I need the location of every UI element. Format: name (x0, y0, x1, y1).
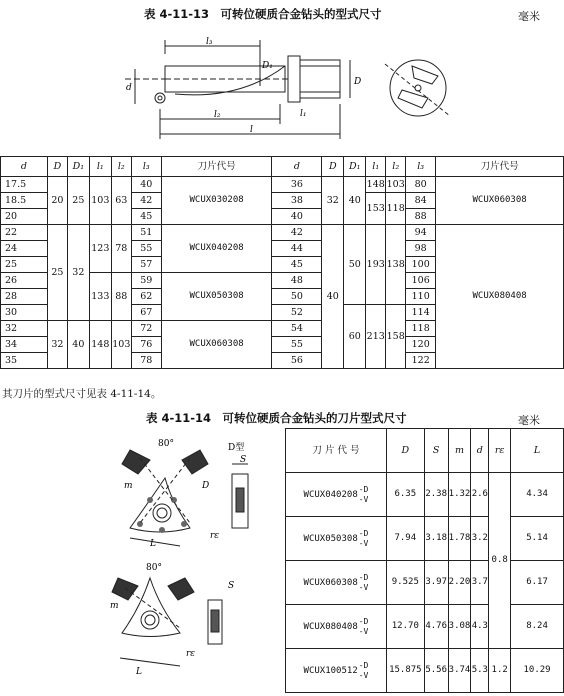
cell-S: 3.97 (424, 561, 448, 605)
cell-l3: 55 (131, 241, 161, 257)
cell-d: 18.5 (1, 193, 48, 209)
cell-l2: 138 (386, 225, 406, 305)
cell-l3: 42 (131, 193, 161, 209)
cell-l1: 193 (366, 225, 386, 305)
cell-L: 6.17 (511, 561, 564, 605)
header-l1: l₁ (89, 157, 111, 177)
cell-D1: 40 (67, 321, 89, 369)
cell-code: WCUX050308 (161, 273, 272, 321)
cell-d: 3.7 (471, 561, 489, 605)
cell-m: 1.78 (448, 517, 471, 561)
cell-D1: 50 (344, 225, 366, 305)
cell-l1: 153 (366, 193, 386, 225)
cell-l3: 98 (406, 241, 436, 257)
header-code: 刀片代号 (161, 157, 272, 177)
cell-d: 55 (272, 337, 322, 353)
cell-D1: 25 (67, 177, 89, 225)
dim-d: d (126, 83, 132, 93)
cell-d: 36 (272, 177, 322, 193)
cell-d: 2.6 (471, 473, 489, 517)
cell-D: 6.35 (386, 473, 424, 517)
cell-D: 40 (322, 225, 344, 369)
header-l1-right: l₁ (366, 157, 386, 177)
cell-code: WCUX080408 -D -V (286, 605, 387, 649)
cell-D: 32 (47, 321, 67, 369)
table-title-4-11-13: 表 4-11-13 可转位硬质合金钻头的型式尺寸 (144, 7, 382, 21)
cell-d: 32 (1, 321, 48, 337)
cell-d: 38 (272, 193, 322, 209)
cell-l3: 100 (406, 257, 436, 273)
cell-D: 15.875 (386, 649, 424, 693)
cell-l3: 72 (131, 321, 161, 337)
cell-code: WCUX100512 -D -V (286, 649, 387, 693)
header-d: d (1, 157, 48, 177)
cell-l2: 118 (386, 193, 406, 225)
dim-re: rε (210, 531, 220, 541)
cell-D: 12.70 (386, 605, 424, 649)
cell-code: WCUX050308 -D -V (286, 517, 387, 561)
cell-l1: 148 (366, 177, 386, 193)
header-code-right: 刀片代号 (436, 157, 564, 177)
cell-d: 56 (272, 353, 322, 369)
cell-l2: 63 (111, 177, 131, 225)
cell-code: WCUX060308 -D -V (286, 561, 387, 605)
cell-l3: 80 (406, 177, 436, 193)
cell-l1: 103 (89, 177, 111, 225)
cell-d: 20 (1, 209, 48, 225)
dim-L-lower: L (136, 667, 142, 677)
header-m: m (448, 429, 471, 473)
cell-d: 24 (1, 241, 48, 257)
dim-m: m (124, 481, 133, 491)
cell-d: 48 (272, 273, 322, 289)
header-l3-right: l₃ (406, 157, 436, 177)
dim-m-lower: m (110, 601, 119, 611)
cell-l3: 45 (131, 209, 161, 225)
dim-l: l (250, 125, 253, 135)
header-re: rε (489, 429, 511, 473)
cell-d: 17.5 (1, 177, 48, 193)
header-d: d (471, 429, 489, 473)
dim-D1: D₁ (262, 61, 273, 71)
dim-S: S (240, 455, 247, 465)
cell-l3: 122 (406, 353, 436, 369)
cell-D: 25 (47, 225, 67, 321)
header-D: D (47, 157, 67, 177)
cell-d: 4.3 (471, 605, 489, 649)
cell-code: WCUX040208 -D -V (286, 473, 387, 517)
cell-d: 45 (272, 257, 322, 273)
cell-l1: 123 (89, 225, 111, 273)
type-label-D: D型 (228, 443, 245, 453)
cell-d: 30 (1, 305, 48, 321)
insert-size-table (285, 428, 564, 693)
cell-l3: 67 (131, 305, 161, 321)
cell-l3: 59 (131, 273, 161, 289)
dim-l3: l₃ (206, 37, 213, 47)
cell-L: 5.14 (511, 517, 564, 561)
cell-l3: 110 (406, 289, 436, 305)
angle-80-upper: 80° (158, 439, 174, 449)
cell-d: 42 (272, 225, 322, 241)
cell-l3: 114 (406, 305, 436, 321)
header-D-right: D (322, 157, 344, 177)
unit-label: 毫米 (518, 414, 540, 427)
cell-m: 1.32 (448, 473, 471, 517)
cell-l2: 78 (111, 225, 131, 273)
cell-l3: 120 (406, 337, 436, 353)
header-l2: l₂ (111, 157, 131, 177)
cell-D1: 60 (344, 305, 366, 369)
header-D1-right: D₁ (344, 157, 366, 177)
cell-D1: 40 (344, 177, 366, 225)
cell-m: 3.74 (448, 649, 471, 693)
cell-d: 54 (272, 321, 322, 337)
cell-l3: 88 (406, 209, 436, 225)
cell-m: 2.20 (448, 561, 471, 605)
cell-d: 5.3 (471, 649, 489, 693)
cell-l1: 148 (89, 321, 111, 369)
dim-D: D (202, 481, 210, 491)
cell-L: 10.29 (511, 649, 564, 693)
dim-l2: l₂ (214, 110, 221, 120)
cell-code: WCUX080408 (436, 225, 564, 369)
cell-m: 3.08 (448, 605, 471, 649)
cell-l3: 94 (406, 225, 436, 241)
drill-drawing (0, 24, 564, 154)
cell-l1: 133 (89, 273, 111, 321)
dim-S-lower: S (228, 581, 235, 591)
cell-S: 3.18 (424, 517, 448, 561)
cell-d: 52 (272, 305, 322, 321)
header-D1: D₁ (67, 157, 89, 177)
cell-re: 1.2 (489, 649, 511, 693)
drill-size-table (0, 156, 564, 369)
cell-d: 3.2 (471, 517, 489, 561)
cell-L: 4.34 (511, 473, 564, 517)
cell-code: WCUX060308 (436, 177, 564, 225)
cell-d: 35 (1, 353, 48, 369)
dim-D: D (354, 77, 362, 87)
cell-d: 28 (1, 289, 48, 305)
cell-d: 40 (272, 209, 322, 225)
dim-re-lower: rε (186, 649, 196, 659)
cell-d: 34 (1, 337, 48, 353)
cell-D: 20 (47, 177, 67, 225)
cell-l3: 62 (131, 289, 161, 305)
cell-S: 4.76 (424, 605, 448, 649)
cell-l2: 103 (111, 321, 131, 369)
cell-d: 25 (1, 257, 48, 273)
cell-re: 0.8 (489, 473, 511, 649)
cell-l1: 213 (366, 305, 386, 369)
dim-l1: l₁ (300, 109, 307, 119)
cell-D: 32 (322, 177, 344, 225)
cell-d: 22 (1, 225, 48, 241)
header-l2-right: l₂ (386, 157, 406, 177)
cell-l3: 118 (406, 321, 436, 337)
header-S: S (424, 429, 448, 473)
cell-d: 26 (1, 273, 48, 289)
header-l3: l₃ (131, 157, 161, 177)
cell-d: 44 (272, 241, 322, 257)
header-code: 刀 片 代 号 (286, 429, 387, 473)
cell-D: 9.525 (386, 561, 424, 605)
cell-l3: 57 (131, 257, 161, 273)
header-d-right: d (272, 157, 322, 177)
angle-80-lower: 80° (146, 563, 162, 573)
cell-l2: 103 (386, 177, 406, 193)
cell-L: 8.24 (511, 605, 564, 649)
unit-label: 毫米 (518, 10, 540, 23)
cell-code: WCUX030208 (161, 177, 272, 225)
cell-D: 7.94 (386, 517, 424, 561)
cell-l3: 76 (131, 337, 161, 353)
reference-note: 其刀片的型式尺寸见表 4-11-14。 (2, 388, 162, 400)
cell-d: 50 (272, 289, 322, 305)
dim-L: L (150, 539, 156, 549)
cell-l2: 88 (111, 273, 131, 321)
cell-S: 2.38 (424, 473, 448, 517)
insert-drawing (0, 428, 285, 696)
cell-l3: 78 (131, 353, 161, 369)
cell-S: 5.56 (424, 649, 448, 693)
cell-code: WCUX040208 (161, 225, 272, 273)
cell-l2: 158 (386, 305, 406, 369)
cell-l3: 40 (131, 177, 161, 193)
table-title-4-11-14: 表 4-11-14 可转位硬质合金钻头的刀片型式尺寸 (146, 411, 407, 425)
cell-l3: 51 (131, 225, 161, 241)
cell-D1: 32 (67, 225, 89, 321)
header-L: L (511, 429, 564, 473)
cell-l3: 106 (406, 273, 436, 289)
header-D: D (386, 429, 424, 473)
cell-code: WCUX060308 (161, 321, 272, 369)
cell-l3: 84 (406, 193, 436, 209)
